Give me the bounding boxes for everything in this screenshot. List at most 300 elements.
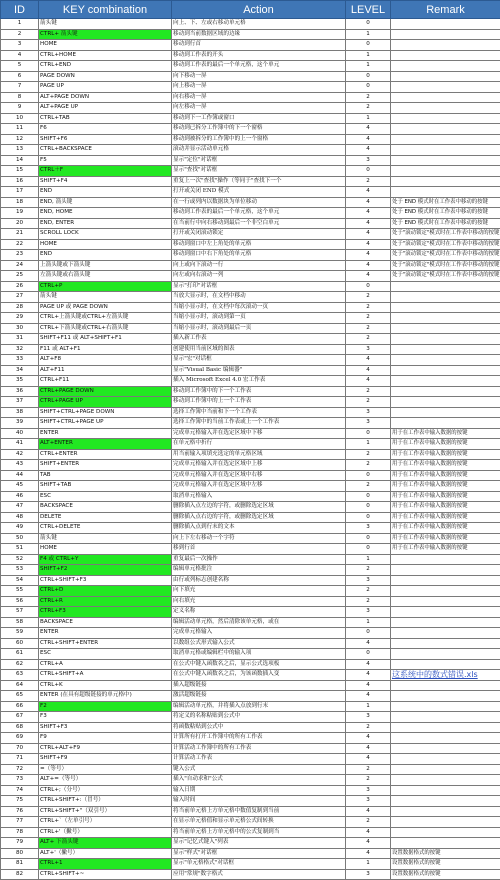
remark-cell[interactable] [391,313,500,324]
table-row[interactable] [1,785,500,796]
action-cell[interactable]: 键入公式 [172,764,346,775]
action-cell[interactable]: 移动到工作簿中的下一个工作表 [172,386,346,397]
id-cell[interactable]: 82 [1,869,39,880]
level-cell[interactable]: 0 [346,19,391,30]
remark-cell[interactable] [391,617,500,628]
action-cell[interactable]: 向左移动一屏 [172,103,346,114]
action-cell[interactable]: 在当前行中向右移动到最后一个非空白单元 [172,218,346,229]
id-cell[interactable]: 22 [1,239,39,250]
remark-cell[interactable] [391,187,500,198]
level-cell[interactable]: 1 [346,50,391,61]
table-row[interactable] [1,271,500,282]
action-cell[interactable]: 删除插入点左边的字符，或删除选定区域 [172,502,346,513]
level-cell[interactable]: 2 [346,565,391,576]
table-row[interactable] [1,428,500,439]
key-combination-cell[interactable]: SHIFT+F9 [39,754,172,765]
id-cell[interactable]: 73 [1,775,39,786]
action-cell[interactable]: 以数组公式形式输入公式 [172,638,346,649]
action-cell[interactable]: 移动到行首 [172,40,346,51]
level-cell[interactable]: 1 [346,554,391,565]
table-row[interactable] [1,796,500,807]
key-combination-cell[interactable]: CTRL+SHIFT+F3 [39,575,172,586]
key-combination-cell[interactable]: F11 或 ALT+F1 [39,344,172,355]
id-cell[interactable]: 79 [1,838,39,849]
table-row[interactable] [1,92,500,103]
key-combination-cell[interactable]: CTRL+END [39,61,172,72]
remark-cell[interactable]: 用于在工作表中输入数据的按键 [391,460,500,471]
remark-cell[interactable] [391,365,500,376]
key-combination-cell[interactable]: ESC [39,649,172,660]
action-cell[interactable]: 完成单元格输入并在选定区域中上移 [172,460,346,471]
table-row[interactable] [1,365,500,376]
table-row[interactable] [1,418,500,429]
remark-cell[interactable] [391,596,500,607]
action-cell[interactable]: 在公式中键入函数名之后，为该函数插入变 [172,670,346,681]
table-row[interactable] [1,176,500,187]
remark-cell[interactable] [391,71,500,82]
action-cell[interactable]: 激活超级链接 [172,691,346,702]
id-cell[interactable]: 51 [1,544,39,555]
action-cell[interactable]: 移动到已拆分工作簿中的下一个窗格 [172,124,346,135]
action-cell[interactable]: 插入 Microsoft Excel 4.0 宏工作表 [172,376,346,387]
remark-cell[interactable]: 设置数据格式的按键 [391,848,500,859]
id-cell[interactable]: 36 [1,386,39,397]
id-cell[interactable]: 21 [1,229,39,240]
level-cell[interactable]: 1 [346,701,391,712]
id-cell[interactable]: 19 [1,208,39,219]
action-cell[interactable]: 编辑活动单元格，并将插入点放到行末 [172,701,346,712]
level-cell[interactable]: 4 [346,365,391,376]
remark-cell[interactable] [391,397,500,408]
remark-cell[interactable]: 用于在工作表中输入数据的按键 [391,491,500,502]
action-cell[interactable]: 显示"单元格格式"对话框 [172,859,346,870]
key-combination-cell[interactable]: F5 [39,155,172,166]
table-row[interactable] [1,838,500,849]
remark-cell[interactable] [391,92,500,103]
level-cell[interactable]: 4 [346,754,391,765]
table-row[interactable] [1,565,500,576]
id-cell[interactable]: 81 [1,859,39,870]
action-cell[interactable]: 输入时间 [172,796,346,807]
remark-cell[interactable] [391,806,500,817]
remark-link[interactable]: 这系统中的数式错误.xls [392,670,478,679]
table-row[interactable] [1,680,500,691]
level-cell[interactable]: 3 [346,712,391,723]
id-cell[interactable]: 20 [1,218,39,229]
key-combination-cell[interactable]: 左箭头键或右箭头键 [39,271,172,282]
remark-cell[interactable] [391,754,500,765]
action-cell[interactable]: 显示"查找"对话框 [172,166,346,177]
action-cell[interactable]: 显示"Visual Basic 编辑器" [172,365,346,376]
remark-cell[interactable] [391,722,500,733]
key-combination-cell[interactable]: CTRL＋F [39,166,172,177]
action-cell[interactable]: 当缩小显示时，滚动到第一页 [172,313,346,324]
remark-cell[interactable]: 设置数据格式的按键 [391,869,500,880]
table-row[interactable] [1,187,500,198]
remark-cell[interactable] [391,712,500,723]
key-combination-cell[interactable]: ALT+ENTER [39,439,172,450]
remark-cell[interactable]: 用于在工作表中输入数据的按键 [391,523,500,534]
action-cell[interactable]: 当放大显示时，在文档中移动 [172,292,346,303]
remark-cell[interactable] [391,281,500,292]
id-cell[interactable]: 48 [1,512,39,523]
table-row[interactable] [1,722,500,733]
action-cell[interactable]: 完成单元格输入并在选定区域中左移 [172,481,346,492]
table-row[interactable] [1,124,500,135]
id-cell[interactable]: 27 [1,292,39,303]
table-row[interactable] [1,239,500,250]
key-combination-cell[interactable]: CTRL+'（撇号） [39,827,172,838]
level-cell[interactable]: 2 [346,596,391,607]
remark-cell[interactable] [391,19,500,30]
level-cell[interactable]: 2 [346,397,391,408]
id-cell[interactable]: 76 [1,806,39,817]
key-combination-cell[interactable]: END [39,187,172,198]
table-row[interactable] [1,502,500,513]
key-combination-cell[interactable]: SHIFT+F4 [39,176,172,187]
key-combination-cell[interactable]: F3 [39,712,172,723]
table-row[interactable] [1,166,500,177]
table-row[interactable] [1,733,500,744]
level-cell[interactable]: 4 [346,670,391,681]
id-cell[interactable]: 6 [1,71,39,82]
level-cell[interactable]: 4 [346,806,391,817]
action-cell[interactable]: 输入日期 [172,785,346,796]
table-row[interactable] [1,764,500,775]
id-cell[interactable]: 59 [1,628,39,639]
remark-cell[interactable] [391,344,500,355]
id-cell[interactable]: 11 [1,124,39,135]
remark-cell[interactable] [391,575,500,586]
key-combination-cell[interactable]: PAGE UP 或 PAGE DOWN [39,302,172,313]
key-combination-cell[interactable]: END, HOME [39,208,172,219]
table-row[interactable] [1,376,500,387]
table-row[interactable] [1,607,500,618]
key-combination-cell[interactable]: ALT+PAGE DOWN [39,92,172,103]
id-cell[interactable]: 23 [1,250,39,261]
action-cell[interactable]: 完成单元格输入 [172,628,346,639]
action-cell[interactable]: 打开或关闭 END 模式 [172,187,346,198]
remark-cell[interactable] [391,103,500,114]
action-cell[interactable]: 移到行首 [172,544,346,555]
table-row[interactable] [1,817,500,828]
remark-cell[interactable]: 处于"滚动锁定"模式时在工作表中移动的按键 [391,239,500,250]
id-cell[interactable]: 69 [1,733,39,744]
table-row[interactable] [1,460,500,471]
table-row[interactable] [1,617,500,628]
level-cell[interactable]: 0 [346,544,391,555]
key-combination-cell[interactable]: CTRL+SHIFT+~ [39,869,172,880]
level-cell[interactable]: 0 [346,82,391,93]
level-cell[interactable]: 2 [346,449,391,460]
id-cell[interactable]: 52 [1,554,39,565]
level-cell[interactable]: 1 [346,439,391,450]
key-combination-cell[interactable]: DELETE [39,512,172,523]
table-row[interactable] [1,61,500,72]
table-row[interactable] [1,712,500,723]
level-cell[interactable]: 2 [346,775,391,786]
level-cell[interactable]: 0 [346,40,391,51]
action-cell[interactable]: 显示"打印"对话框 [172,281,346,292]
action-cell[interactable]: 移动到被拆分的工作簿中的上一个窗格 [172,134,346,145]
table-row[interactable] [1,250,500,261]
remark-cell[interactable] [391,355,500,366]
id-cell[interactable]: 18 [1,197,39,208]
table-row[interactable] [1,145,500,156]
level-cell[interactable]: 0 [346,166,391,177]
action-cell[interactable]: 插入"自动求和"公式 [172,775,346,786]
action-cell[interactable]: 移动到当前数据区域的边缘 [172,29,346,40]
table-row[interactable] [1,71,500,82]
key-combination-cell[interactable]: TAB [39,470,172,481]
remark-cell[interactable] [391,376,500,387]
id-cell[interactable]: 28 [1,302,39,313]
level-cell[interactable]: 4 [346,197,391,208]
key-combination-cell[interactable]: HOME [39,544,172,555]
id-cell[interactable]: 39 [1,418,39,429]
key-combination-cell[interactable]: END, ENTER [39,218,172,229]
key-combination-cell[interactable]: CTRL+PAGE DOWN [39,386,172,397]
id-cell[interactable]: 74 [1,785,39,796]
action-cell[interactable]: 定义名称 [172,607,346,618]
remark-cell[interactable]: 处于"滚动锁定"模式时在工作表中移动的按键 [391,250,500,261]
action-cell[interactable]: 向下移动一屏 [172,71,346,82]
action-cell[interactable]: 滚动并显示活动单元格 [172,145,346,156]
key-combination-cell[interactable]: F4 或 CTRL+Y [39,554,172,565]
key-combination-cell[interactable]: END, 箭头键 [39,197,172,208]
table-row[interactable] [1,869,500,880]
action-cell[interactable]: 移动到下一工作簿或窗口 [172,113,346,124]
level-cell[interactable]: 3 [346,575,391,586]
remark-cell[interactable] [391,61,500,72]
table-row[interactable] [1,439,500,450]
level-cell[interactable]: 4 [346,271,391,282]
remark-cell[interactable]: 用于在工作表中输入数据的按键 [391,428,500,439]
header-remark[interactable]: Remark [391,1,500,19]
id-cell[interactable]: 25 [1,271,39,282]
id-cell[interactable]: 1 [1,19,39,30]
id-cell[interactable]: 5 [1,61,39,72]
key-combination-cell[interactable]: CTRL+R [39,596,172,607]
action-cell[interactable]: 将定义的名称粘贴到公式中 [172,712,346,723]
key-combination-cell[interactable]: CTRL+TAB [39,113,172,124]
level-cell[interactable]: 0 [346,502,391,513]
id-cell[interactable]: 8 [1,92,39,103]
level-cell[interactable]: 2 [346,292,391,303]
remark-cell[interactable] [391,764,500,775]
remark-cell[interactable] [391,775,500,786]
id-cell[interactable]: 58 [1,617,39,628]
id-cell[interactable]: 72 [1,764,39,775]
level-cell[interactable]: 2 [346,103,391,114]
id-cell[interactable]: 38 [1,407,39,418]
remark-cell[interactable]: 用于在工作表中输入数据的按键 [391,470,500,481]
table-row[interactable] [1,218,500,229]
table-row[interactable] [1,19,500,30]
key-combination-cell[interactable]: CTRL+ENTER [39,449,172,460]
id-cell[interactable]: 55 [1,586,39,597]
key-combination-cell[interactable]: CTRL+BACKSPACE [39,145,172,156]
key-combination-cell[interactable]: ALT+=（等号） [39,775,172,786]
key-combination-cell[interactable]: CTRL+下箭头键或CTRL+右箭头键 [39,323,172,334]
remark-cell[interactable] [391,334,500,345]
id-cell[interactable]: 70 [1,743,39,754]
remark-cell[interactable]: 处于 END 模式时在工作表中移动的按键 [391,208,500,219]
key-combination-cell[interactable]: CTRL+K [39,680,172,691]
key-combination-cell[interactable]: BACKSPACE [39,502,172,513]
id-cell[interactable]: 60 [1,638,39,649]
table-row[interactable] [1,596,500,607]
id-cell[interactable]: 3 [1,40,39,51]
id-cell[interactable]: 42 [1,449,39,460]
action-cell[interactable]: 删除插入点右边的字符，或删除选定区域 [172,512,346,523]
level-cell[interactable]: 2 [346,764,391,775]
action-cell[interactable]: 计算所有打开工作簿中的所有工作表 [172,733,346,744]
key-combination-cell[interactable]: PAGE DOWN [39,71,172,82]
table-row[interactable] [1,50,500,61]
table-row[interactable] [1,323,500,334]
level-cell[interactable]: 2 [346,722,391,733]
remark-cell[interactable] [391,29,500,40]
level-cell[interactable]: 3 [346,796,391,807]
remark-cell[interactable]: 处于"滚动锁定"模式时在工作表中移动的按键 [391,271,500,282]
level-cell[interactable]: 2 [346,481,391,492]
action-cell[interactable]: 创建使用当前区域的图表 [172,344,346,355]
id-cell[interactable]: 17 [1,187,39,198]
id-cell[interactable]: 40 [1,428,39,439]
level-cell[interactable]: 4 [346,145,391,156]
action-cell[interactable]: 将当前单元格上方单元格中的公式复制到当 [172,827,346,838]
key-combination-cell[interactable]: CTRL+HOME [39,50,172,61]
level-cell[interactable]: 4 [346,733,391,744]
key-combination-cell[interactable]: ESC [39,491,172,502]
level-cell[interactable]: 3 [346,418,391,429]
action-cell[interactable]: 计算活动工作簿中的所有工作表 [172,743,346,754]
key-combination-cell[interactable]: HOME [39,239,172,250]
level-cell[interactable]: 2 [346,323,391,334]
table-row[interactable] [1,386,500,397]
table-row[interactable] [1,344,500,355]
key-combination-cell[interactable]: ALT+'（撇号） [39,848,172,859]
action-cell[interactable]: 显示"样式"对话框 [172,848,346,859]
level-cell[interactable]: 4 [346,680,391,691]
key-combination-cell[interactable]: ALT+F11 [39,365,172,376]
remark-cell[interactable]: 处于 END 模式时在工作表中移动的按键 [391,197,500,208]
key-combination-cell[interactable]: CTRL+ 箭头键 [39,29,172,40]
action-cell[interactable]: 移动到工作簿中的上一个工作表 [172,397,346,408]
action-cell[interactable]: 完成单元格输入并在选定区域中右移 [172,470,346,481]
key-combination-cell[interactable]: 上箭头键或下箭头键 [39,260,172,271]
key-combination-cell[interactable]: CTRL+`（左单引号） [39,817,172,828]
level-cell[interactable]: 3 [346,407,391,418]
level-cell[interactable]: 2 [346,334,391,345]
remark-cell[interactable] [391,838,500,849]
key-combination-cell[interactable]: 箭头键 [39,292,172,303]
action-cell[interactable]: 向上移动一屏 [172,82,346,93]
level-cell[interactable]: 0 [346,512,391,523]
remark-cell[interactable]: 用于在工作表中输入数据的按键 [391,533,500,544]
key-combination-cell[interactable]: CTRL+F3 [39,607,172,618]
remark-cell[interactable] [391,743,500,754]
table-row[interactable] [1,29,500,40]
level-cell[interactable]: 3 [346,155,391,166]
table-row[interactable] [1,334,500,345]
header-level[interactable]: LEVEL [346,1,391,19]
id-cell[interactable]: 67 [1,712,39,723]
remark-cell[interactable]: 用于在工作表中输入数据的按键 [391,481,500,492]
table-row[interactable] [1,554,500,565]
table-row[interactable] [1,260,500,271]
id-cell[interactable]: 44 [1,470,39,481]
id-cell[interactable]: 26 [1,281,39,292]
key-combination-cell[interactable]: 箭头键 [39,533,172,544]
table-row[interactable] [1,449,500,460]
table-row[interactable] [1,575,500,586]
key-combination-cell[interactable]: SHIFT+F11 或 ALT+SHIFT+F1 [39,334,172,345]
remark-cell[interactable] [391,827,500,838]
remark-cell[interactable]: 处于"滚动锁定"模式时在工作表中移动的按键 [391,229,500,240]
action-cell[interactable]: 完成单元格输入并在选定区域中下移 [172,428,346,439]
key-combination-cell[interactable]: CTRL+上箭头键或CTRL+左箭头键 [39,313,172,324]
level-cell[interactable]: 2 [346,586,391,597]
remark-cell[interactable] [391,407,500,418]
key-combination-cell[interactable]: SHIFT+ENTER [39,460,172,471]
table-row[interactable] [1,40,500,51]
table-row[interactable] [1,407,500,418]
table-row[interactable] [1,743,500,754]
id-cell[interactable]: 57 [1,607,39,618]
level-cell[interactable]: 4 [346,187,391,198]
action-cell[interactable]: 插入新工作表 [172,334,346,345]
remark-cell[interactable]: 用于在工作表中输入数据的按键 [391,512,500,523]
action-cell[interactable]: 选择工作簿中的当前工作表或上一个工作表 [172,418,346,429]
key-combination-cell[interactable]: SHIFT+F3 [39,722,172,733]
id-cell[interactable]: 24 [1,260,39,271]
level-cell[interactable]: 2 [346,817,391,828]
id-cell[interactable]: 64 [1,680,39,691]
id-cell[interactable]: 65 [1,691,39,702]
table-row[interactable] [1,848,500,859]
remark-cell[interactable]: 用于在工作表中输入数据的按键 [391,439,500,450]
id-cell[interactable]: 9 [1,103,39,114]
id-cell[interactable]: 71 [1,754,39,765]
action-cell[interactable]: 移动到窗口中右下角处的单元格 [172,250,346,261]
table-row[interactable] [1,197,500,208]
id-cell[interactable]: 46 [1,491,39,502]
level-cell[interactable]: 3 [346,344,391,355]
remark-cell[interactable] [391,638,500,649]
key-combination-cell[interactable]: CTRL+SHIFT+A [39,670,172,681]
remark-cell[interactable] [391,680,500,691]
table-row[interactable] [1,355,500,366]
remark-cell[interactable]: 处于"滚动锁定"模式时在工作表中移动的按键 [391,260,500,271]
level-cell[interactable]: 0 [346,533,391,544]
action-cell[interactable]: 将当前单元格上方单元格中数值复制到当前 [172,806,346,817]
key-combination-cell[interactable]: CTRL+P [39,281,172,292]
level-cell[interactable]: 0 [346,71,391,82]
table-row[interactable] [1,512,500,523]
action-cell[interactable]: 向右移动一屏 [172,92,346,103]
remark-cell[interactable] [391,134,500,145]
table-row[interactable] [1,82,500,93]
action-cell[interactable]: 取消单元格或编辑栏中的输入项 [172,649,346,660]
level-cell[interactable]: 4 [346,134,391,145]
id-cell[interactable]: 29 [1,313,39,324]
id-cell[interactable]: 15 [1,166,39,177]
key-combination-cell[interactable]: CTRL+DELETE [39,523,172,534]
key-combination-cell[interactable]: CTRL+D [39,586,172,597]
action-cell[interactable]: 在单元格中折行 [172,439,346,450]
